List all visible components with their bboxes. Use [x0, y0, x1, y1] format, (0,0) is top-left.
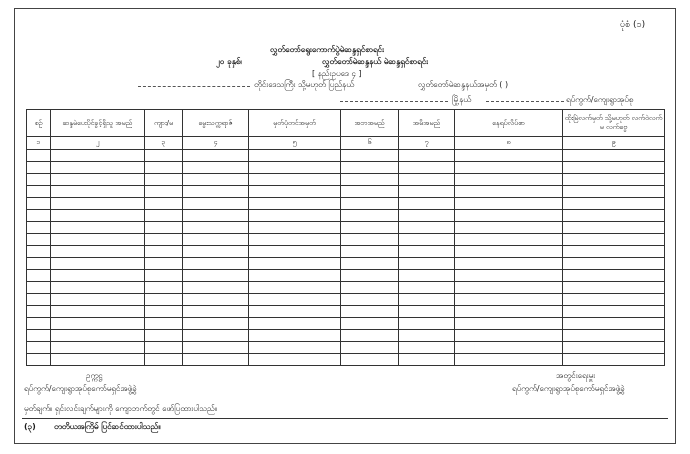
table-cell	[27, 354, 51, 366]
table-cell	[455, 246, 563, 258]
table-cell	[27, 162, 51, 174]
table-cell	[563, 258, 665, 270]
table-cell	[563, 186, 665, 198]
table-cell	[563, 198, 665, 210]
table-cell	[27, 246, 51, 258]
table-cell	[183, 198, 249, 210]
table-cell	[145, 198, 183, 210]
footer-divider	[22, 418, 668, 419]
table-cell	[183, 318, 249, 330]
table-cell	[27, 318, 51, 330]
secretary-body: ရပ်ကွက်/ကျေးရွာအုပ်စုကော်မရှင်အဖွဲ့ခွဲ	[512, 384, 625, 393]
col-number: ၈	[455, 137, 563, 150]
table-cell	[183, 210, 249, 222]
table-row	[27, 258, 665, 270]
table-cell	[341, 354, 399, 366]
col-header-id-number: မှတ်ပုံတင်အမှတ်	[249, 110, 341, 137]
table-cell	[563, 330, 665, 342]
col-number: ၂	[51, 137, 145, 150]
form-title: လွှတ်တော်ရွေးကောက်ပွဲမဲဆန္ဒရှင်စာရင်း	[270, 45, 385, 54]
table-cell	[399, 162, 455, 174]
table-row	[27, 234, 665, 246]
table-cell	[27, 258, 51, 270]
table-cell	[249, 306, 341, 318]
table-row	[27, 330, 665, 342]
table-cell	[183, 162, 249, 174]
table-cell	[341, 318, 399, 330]
table-cell	[399, 150, 455, 162]
col-header-sex: ကျား/မ	[145, 110, 183, 137]
table-cell	[183, 354, 249, 366]
table-cell	[249, 318, 341, 330]
ward-label: ရပ်ကွက်/ကျေးရွာအုပ်စု	[566, 95, 634, 104]
table-cell	[455, 258, 563, 270]
table-cell	[51, 198, 145, 210]
table-cell	[563, 210, 665, 222]
ward-dotted-line	[486, 101, 564, 102]
form-number: ပုံစံ (၁)	[620, 20, 646, 30]
table-cell	[399, 342, 455, 354]
table-cell	[399, 222, 455, 234]
table-cell	[399, 282, 455, 294]
table-cell	[455, 282, 563, 294]
table-cell	[27, 222, 51, 234]
table-row	[27, 210, 665, 222]
table-cell	[183, 186, 249, 198]
table-cell	[145, 174, 183, 186]
table-cell	[145, 162, 183, 174]
table-cell	[51, 162, 145, 174]
region-dotted-line	[138, 86, 250, 87]
table-cell	[399, 270, 455, 282]
table-cell	[145, 210, 183, 222]
col-header-father-name: အဘအမည်	[341, 110, 399, 137]
table-cell	[145, 330, 183, 342]
table-cell	[145, 246, 183, 258]
table-cell	[183, 258, 249, 270]
table-cell	[563, 246, 665, 258]
table-row	[27, 270, 665, 282]
table-cell	[51, 354, 145, 366]
table-cell	[399, 330, 455, 342]
table-row	[27, 174, 665, 186]
voter-list-table	[26, 109, 665, 366]
table-cell	[455, 318, 563, 330]
table-cell	[51, 246, 145, 258]
column-number-row	[27, 137, 665, 150]
table-cell	[183, 174, 249, 186]
table-cell	[341, 198, 399, 210]
table-cell	[341, 330, 399, 342]
table-cell	[51, 282, 145, 294]
table-row	[27, 246, 665, 258]
col-header-serial: စဉ်	[27, 110, 51, 137]
table-cell	[145, 306, 183, 318]
table-cell	[27, 306, 51, 318]
footer-note: မှတ်ချက်။ ရှင်းလင်းချက်များကို ကျောဘက်တွင် ဖော်ပြထားပါသည်။	[24, 404, 218, 413]
table-cell	[27, 198, 51, 210]
table-row	[27, 306, 665, 318]
table-cell	[563, 174, 665, 186]
table-cell	[183, 150, 249, 162]
table-cell	[563, 354, 665, 366]
table-cell	[455, 270, 563, 282]
table-cell	[249, 294, 341, 306]
table-cell	[455, 342, 563, 354]
col-number: ၆	[341, 137, 399, 150]
table-cell	[399, 234, 455, 246]
table-cell	[563, 294, 665, 306]
table-cell	[183, 270, 249, 282]
table-cell	[249, 222, 341, 234]
table-cell	[399, 198, 455, 210]
col-number: ၅	[249, 137, 341, 150]
table-cell	[145, 282, 183, 294]
table-cell	[145, 270, 183, 282]
table-row	[27, 318, 665, 330]
secretary-title: အတွင်းရေးမှူး	[556, 371, 596, 380]
table-cell	[51, 234, 145, 246]
table-cell	[341, 222, 399, 234]
table-cell	[183, 330, 249, 342]
col-number: ၄	[183, 137, 249, 150]
table-cell	[341, 174, 399, 186]
table-cell	[145, 354, 183, 366]
table-cell	[145, 150, 183, 162]
table-cell	[27, 174, 51, 186]
table-cell	[341, 210, 399, 222]
table-cell	[249, 186, 341, 198]
form-subtitle: လွှတ်တော်မဲဆန္ဒနယ် မဲဆန္ဒရှင်စာရင်း	[322, 57, 429, 66]
table-cell	[249, 150, 341, 162]
table-cell	[51, 306, 145, 318]
col-header-signature: ထိုးမြဲလက်မှတ် သို့မဟုတ် လက်ဝဲလက်မ လက်ဗွေ	[563, 110, 665, 137]
table-cell	[27, 150, 51, 162]
table-cell	[399, 174, 455, 186]
table-cell	[27, 270, 51, 282]
table-cell	[341, 342, 399, 354]
table-cell	[145, 222, 183, 234]
table-cell	[563, 342, 665, 354]
table-cell	[183, 342, 249, 354]
table-cell	[249, 354, 341, 366]
table-cell	[51, 270, 145, 282]
table-cell	[27, 330, 51, 342]
table-row	[27, 186, 665, 198]
table-cell	[145, 258, 183, 270]
table-cell	[183, 282, 249, 294]
table-cell	[27, 282, 51, 294]
table-cell	[249, 330, 341, 342]
col-number: ၁	[27, 137, 51, 150]
table-cell	[455, 174, 563, 186]
table-cell	[183, 306, 249, 318]
table-cell	[563, 318, 665, 330]
rule-reference: [ နည်းဥပဒေ ၄ ]	[312, 69, 362, 78]
table-cell	[249, 162, 341, 174]
table-cell	[455, 198, 563, 210]
table-cell	[455, 222, 563, 234]
col-header-mother-name: အမိအမည်	[399, 110, 455, 137]
table-cell	[341, 150, 399, 162]
table-row	[27, 162, 665, 174]
revision-note: တတိယအကြိမ် ပြင်ဆင်ထားပါသည်။	[54, 422, 161, 431]
township-label: မြို့နယ်	[452, 95, 472, 104]
table-cell	[563, 150, 665, 162]
table-cell	[27, 210, 51, 222]
table-body	[27, 150, 665, 366]
table-row	[27, 282, 665, 294]
table-cell	[51, 258, 145, 270]
table-cell	[455, 306, 563, 318]
table-cell	[455, 150, 563, 162]
table-cell	[51, 318, 145, 330]
table-cell	[249, 234, 341, 246]
table-row	[27, 222, 665, 234]
chairman-body: ရပ်ကွက်/ကျေးရွာအုပ်စုကော်မရှင်အဖွဲ့ခွဲ	[24, 384, 137, 393]
table-cell	[51, 150, 145, 162]
table-cell	[341, 234, 399, 246]
table-cell	[563, 270, 665, 282]
table-cell	[455, 210, 563, 222]
table-cell	[399, 258, 455, 270]
table-cell	[51, 210, 145, 222]
table-cell	[563, 234, 665, 246]
table-cell	[51, 186, 145, 198]
table-cell	[563, 306, 665, 318]
table-cell	[455, 234, 563, 246]
table-cell	[249, 210, 341, 222]
table-cell	[183, 234, 249, 246]
col-number: ၉	[563, 137, 665, 150]
form-year: ၂၀ ခုနှစ်၊	[216, 57, 242, 66]
table-cell	[563, 162, 665, 174]
page-number: (၃)	[24, 422, 36, 431]
table-cell	[341, 306, 399, 318]
table-cell	[249, 246, 341, 258]
constituency-label: လွှတ်တော်မဲဆန္ဒနယ်အမှတ် ( )	[418, 80, 509, 89]
table-cell	[399, 294, 455, 306]
table-cell	[27, 234, 51, 246]
table-cell	[51, 330, 145, 342]
table-cell	[51, 174, 145, 186]
table-cell	[399, 210, 455, 222]
table-cell	[341, 294, 399, 306]
table-cell	[455, 354, 563, 366]
table-cell	[341, 162, 399, 174]
table-cell	[249, 174, 341, 186]
table-cell	[341, 282, 399, 294]
table-cell	[27, 342, 51, 354]
table-row	[27, 342, 665, 354]
table-cell	[341, 258, 399, 270]
table-cell	[455, 186, 563, 198]
table-cell	[51, 342, 145, 354]
col-number: ၃	[145, 137, 183, 150]
chairman-title: ဥက္ကဋ္ဌ	[86, 371, 103, 380]
table-header-row	[27, 110, 665, 137]
table-cell	[27, 294, 51, 306]
col-number: ၇	[399, 137, 455, 150]
table-cell	[145, 342, 183, 354]
table-cell	[341, 270, 399, 282]
table-row	[27, 198, 665, 210]
table-cell	[183, 246, 249, 258]
table-cell	[563, 222, 665, 234]
table-cell	[563, 282, 665, 294]
table-cell	[51, 294, 145, 306]
table-row	[27, 294, 665, 306]
table-cell	[145, 186, 183, 198]
col-header-address: နေရပ်လိပ်စာ	[455, 110, 563, 137]
table-cell	[249, 198, 341, 210]
table-cell	[249, 282, 341, 294]
table-cell	[455, 294, 563, 306]
table-row	[27, 150, 665, 162]
table-cell	[399, 306, 455, 318]
table-cell	[183, 222, 249, 234]
table-cell	[51, 222, 145, 234]
table-cell	[249, 270, 341, 282]
col-header-voter-name: ဆန္ဒမဲပေးပိုင်ခွင့်ရှိသူ အမည်	[51, 110, 145, 137]
table-cell	[399, 186, 455, 198]
region-label: တိုင်းဒေသကြီး သို့မဟုတ် ပြည်နယ်	[254, 80, 354, 89]
table-cell	[145, 318, 183, 330]
table-cell	[249, 342, 341, 354]
table-row	[27, 354, 665, 366]
table-cell	[145, 294, 183, 306]
table-cell	[27, 186, 51, 198]
table-cell	[455, 162, 563, 174]
table-cell	[455, 330, 563, 342]
table-cell	[341, 186, 399, 198]
table-cell	[145, 234, 183, 246]
township-dotted-line	[340, 101, 448, 102]
table-cell	[249, 258, 341, 270]
table-cell	[399, 354, 455, 366]
table-cell	[341, 246, 399, 258]
table-cell	[399, 318, 455, 330]
table-cell	[183, 294, 249, 306]
col-header-birth-date: မွေးသက္ကရာဇ်	[183, 110, 249, 137]
table-cell	[399, 246, 455, 258]
